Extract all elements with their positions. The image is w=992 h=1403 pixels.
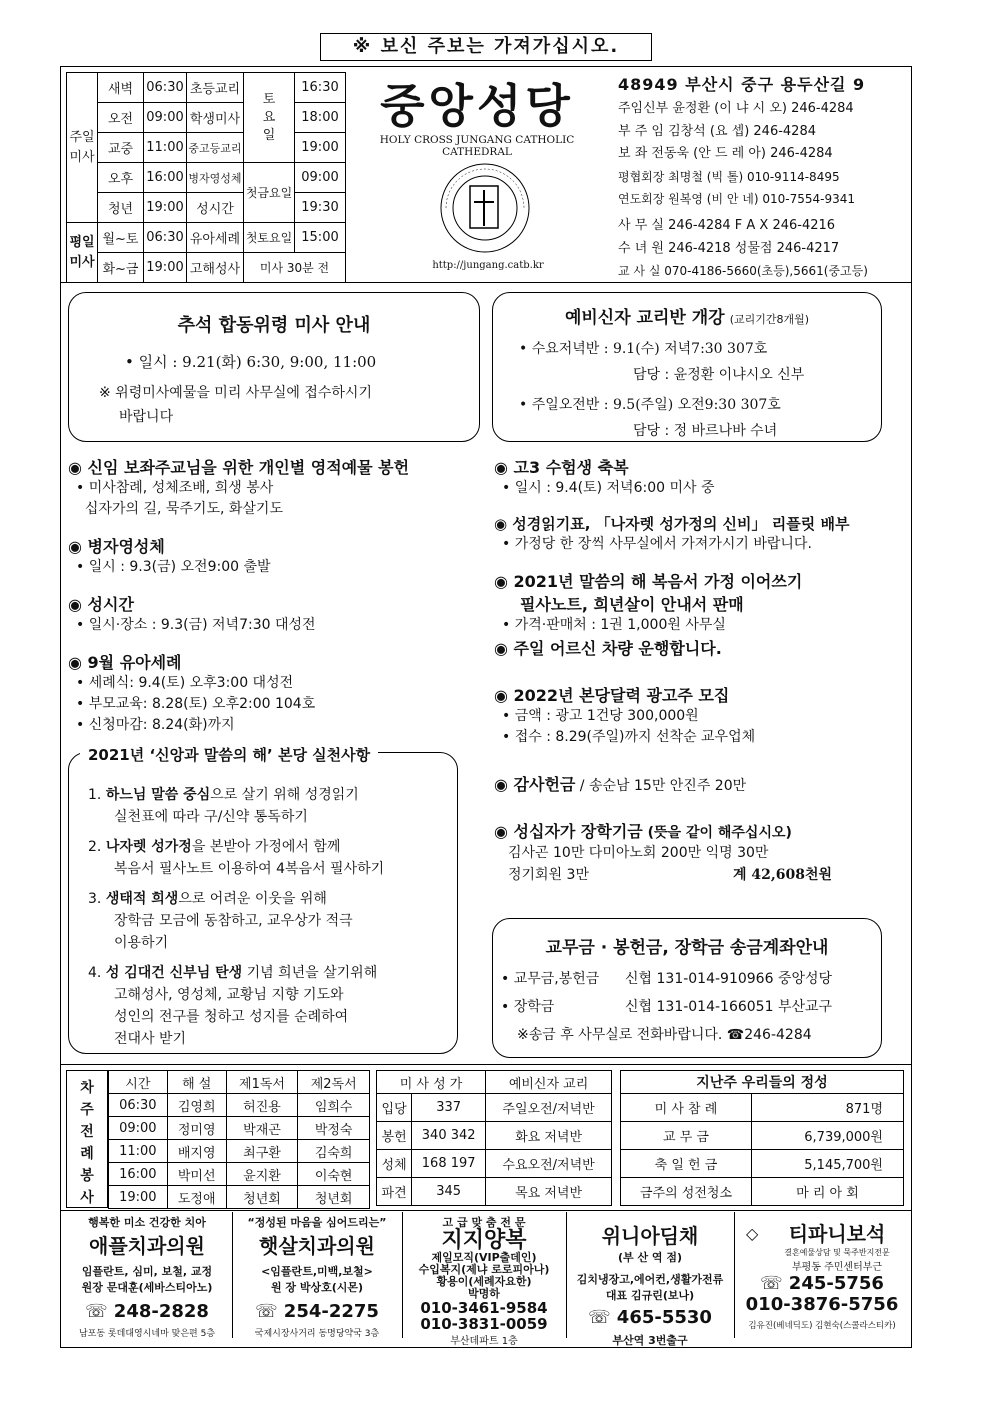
take-home-banner: ※ 보신 주보는 가져가십시오. bbox=[320, 33, 652, 61]
thanks-title: ◉ 감사헌금 bbox=[494, 775, 576, 794]
notice-title: ◉ 주일 어르신 차량 운행합니다. bbox=[494, 639, 722, 658]
church-name-english: HOLY CROSS JUNGANG CATHOLIC CATHEDRAL bbox=[379, 134, 575, 158]
notice-title: ◉ 신임 보좌주교님을 위한 개인별 영적예물 봉헌 bbox=[68, 458, 410, 477]
ad-sunshine-dental: “정성된 마음을 심어드리는” 햇살치과의원 <임플란트,미백,보철> 원 장 박상호(시몬) ☏ 254-2275 국제시장사거리 동명당약국 3층 bbox=[234, 1214, 400, 1338]
bank-line: • 장학금 신협 131-014-166051 부산교구 bbox=[501, 999, 833, 1015]
catechumen-title: 예비신자 교리반 개강 bbox=[564, 308, 725, 328]
teacher-phone: 교 사 실 070-4186-5660(초등),5661(중고등) bbox=[618, 264, 868, 278]
notice-title: ◉ 성경읽기표, 「나자렛 성가정의 신비」 리플릿 배부 bbox=[494, 515, 850, 533]
clergy-list bbox=[618, 98, 908, 211]
notice-line: 십자가의 길, 묵주기도, 화살기도 bbox=[76, 501, 283, 517]
mass-name: 월~토 bbox=[98, 223, 144, 253]
practice-item-cont: 장학금 모금에 동참하고, 교우상가 적극 bbox=[114, 913, 353, 929]
bank-title: 교무금 · 봉헌금, 장학금 송금계좌안내 bbox=[545, 938, 829, 958]
confession-note: 미사 30분 전 bbox=[244, 253, 346, 283]
liturgy-roster bbox=[108, 1070, 370, 1209]
left-notices bbox=[68, 455, 488, 736]
wed-class: • 수요저녁반 : 9.1(수) 저녁7:30 307호 bbox=[519, 341, 768, 357]
notice-title: ◉ 성시간 bbox=[68, 595, 134, 614]
church-url: http://jungang.catb.kr bbox=[432, 260, 544, 271]
ad-winia-dimchae: 위니아딤채 (부 산 역 점) 김치냉장고,에어컨,생활가전류 대표 김규린(보나) ☏ 465-5530 부산역 3번출구 bbox=[568, 1214, 732, 1338]
mass-time: 11:00 bbox=[144, 133, 187, 163]
mass-event: 유아세례 bbox=[187, 223, 244, 253]
mass-time: 16:00 bbox=[144, 163, 187, 193]
catechism-header: 예비신자 교리 bbox=[486, 1071, 612, 1094]
mass-hymns-table bbox=[376, 1070, 612, 1206]
practice-item-cont: 성인의 전구를 청하고 성지를 순례하여 bbox=[114, 1009, 349, 1025]
sun-class: • 주일오전반 : 9.5(주일) 오전9:30 307호 bbox=[519, 397, 781, 413]
catechumen-box bbox=[492, 292, 882, 442]
notice-title-cont: 필사노트, 희년살이 안내서 판매 bbox=[520, 595, 744, 614]
sunday-mass-label: 주일 미사 bbox=[67, 73, 98, 223]
notice-line: • 금액 : 광고 1건당 300,000원 bbox=[502, 708, 699, 724]
bank-account-box bbox=[492, 918, 882, 1058]
mass-name: 오후 bbox=[98, 163, 144, 193]
table-row: 축 일 헌 금 5,145,700원 bbox=[621, 1150, 904, 1178]
chuseok-mass-box bbox=[68, 292, 480, 442]
ad-tiffany-jewelry: ◇ 티파니보석 결혼예물상담 및 묵주반지전문 부평동 주민센터부근 ☏ 245-5756 010-3876-5756 김유진(베네딕도) 김현숙(스콜라스티카) bbox=[736, 1214, 908, 1338]
bottom-divider bbox=[60, 1064, 912, 1065]
ads-divider bbox=[60, 1210, 912, 1211]
event-time: 19:00 bbox=[295, 133, 346, 163]
mass-time: 19:00 bbox=[144, 253, 187, 283]
notice-title: ◉ 9월 유아세례 bbox=[68, 653, 182, 672]
practice-item-cont: 복음서 필사노트 이용하여 4복음서 필사하기 bbox=[114, 861, 385, 877]
ad-apple-dental: 행복한 미소 건강한 치아 애플치과의원 임플란트, 심미, 보철, 교정 원장 문대훈(세바스티아노) ☏ 248-2828 남포동 롯데대영시네마 맞은편 5층 bbox=[64, 1214, 230, 1338]
ad-divider bbox=[232, 1212, 233, 1338]
notice-line: • 일시 : 9.3(금) 오전9:00 출발 bbox=[76, 559, 271, 575]
church-address: 48949 부산시 중구 용두산길 9 bbox=[618, 75, 866, 94]
office-phone: 사 무 실 246-4284 F A X 246-4216 bbox=[618, 218, 836, 233]
office-contacts bbox=[618, 214, 908, 283]
clergy-line: 보 좌 전동욱 (안 드 레 아) 246-4284 bbox=[618, 146, 833, 161]
mass-time: 19:00 bbox=[144, 193, 187, 223]
ad-phone: 010-3876-5756 bbox=[745, 1294, 899, 1315]
ad-divider bbox=[566, 1212, 567, 1338]
practice-item: 3. 생태적 희생으로 어려운 이웃을 위해 bbox=[88, 891, 327, 907]
event-time: 19:30 bbox=[295, 193, 346, 223]
table-row: 09:00 정미영 박재곤 박정숙 bbox=[109, 1117, 370, 1140]
ad-phone: ☏ 465-5530 bbox=[588, 1307, 712, 1328]
mass-time: 06:30 bbox=[144, 223, 187, 253]
church-seal-logo bbox=[430, 158, 540, 258]
thanks-list: / 송순남 15만 안진주 20만 bbox=[575, 778, 747, 794]
event-time: 09:00 bbox=[295, 163, 346, 193]
table-row: 교 무 금 6,739,000원 bbox=[621, 1122, 904, 1150]
notice-line: • 부모교육: 8.28(토) 오후2:00 104호 bbox=[76, 696, 316, 712]
clergy-line: 부 주 임 김창석 (요 셉) 246-4284 bbox=[618, 123, 816, 139]
notice-title: ◉ 병자영성체 bbox=[68, 537, 165, 556]
ad-phone: ☏ 248-2828 bbox=[85, 1301, 209, 1322]
table-row: 금주의 성전청소 마 리 아 회 bbox=[621, 1178, 904, 1206]
ad-divider bbox=[402, 1212, 403, 1338]
ad-jiji-tailor: 고 급 맞 춤 전 문 지지양복 제일모직(VIP출데인) 수입복지(제냐 로로피아나) 황용이(세례자요한) 박명하 010-3461-9584 010-3831-0059 부산데파트 1층 bbox=[404, 1214, 564, 1338]
notice-title: ◉ 고3 수험생 축복 bbox=[494, 458, 629, 477]
sun-class-leader: 담당 : 정 바르나바 수녀 bbox=[633, 423, 778, 439]
mass-schedule bbox=[66, 72, 346, 283]
event-time: 16:30 bbox=[295, 73, 346, 103]
ad-phone: 010-3461-9584 bbox=[420, 1299, 548, 1317]
table-row: 봉헌 340 342 화요 저녁반 bbox=[377, 1122, 612, 1150]
notice-title: ◉ 2021년 말씀의 해 복음서 가정 이어쓰기 bbox=[494, 572, 803, 591]
table-row: 성체 168 197 수요오전/저녁반 bbox=[377, 1150, 612, 1178]
devotion-title: 지난주 우리들의 정성 bbox=[621, 1071, 904, 1094]
devotion-table bbox=[620, 1070, 904, 1206]
first-saturday-label: 첫토요일 bbox=[244, 223, 295, 253]
clergy-line: 주임신부 윤정환 (이 냐 시 오) 246-4284 bbox=[618, 101, 854, 116]
roster-header: 시간 bbox=[109, 1071, 168, 1094]
scholarship-total: 계 42,608천원 bbox=[733, 867, 833, 883]
church-name: 중앙성당 bbox=[380, 79, 574, 133]
mass-event: 학생미사 bbox=[187, 103, 244, 133]
mass-name: 청년 bbox=[98, 193, 144, 223]
convent-phone: 수 녀 원 246-4218 성물점 246-4217 bbox=[618, 241, 840, 256]
clergy-line: 연도회장 원복영 (비 안 네) 010-7554-9341 bbox=[618, 192, 855, 206]
mass-time: 09:00 bbox=[144, 103, 187, 133]
mass-time: 06:30 bbox=[144, 73, 187, 103]
mass-event: 초등교리 bbox=[187, 73, 244, 103]
hymns-header: 미 사 성 가 bbox=[377, 1071, 486, 1094]
roster-header: 해 설 bbox=[167, 1071, 226, 1094]
header-divider bbox=[60, 282, 912, 283]
practice-item-cont: 전대사 받기 bbox=[114, 1031, 187, 1047]
table-row: 19:00 도정애 청년회 청년회 bbox=[109, 1186, 370, 1209]
scholarship-title: ◉ 성십자가 장학기금 bbox=[494, 822, 643, 841]
notice-title: ◉ 2022년 본당달력 광고주 모집 bbox=[494, 686, 730, 705]
mass-event: 성시간 bbox=[187, 193, 244, 223]
table-row: 16:00 박미선 윤지환 이숙현 bbox=[109, 1163, 370, 1186]
wed-class-leader: 담당 : 윤정환 이냐시오 신부 bbox=[633, 367, 805, 383]
mass-name: 교중 bbox=[98, 133, 144, 163]
mass-name: 오전 bbox=[98, 103, 144, 133]
roster-header: 제1독서 bbox=[226, 1071, 298, 1094]
scholarship-donors: 김사곤 10만 다미아노회 200만 익명 30만 bbox=[508, 845, 769, 861]
ad-phone: ☏ 254-2275 bbox=[255, 1301, 379, 1322]
practice-item: 4. 성 김대건 신부님 탄생 기념 희년을 살기위해 bbox=[88, 965, 378, 981]
notice-line: • 일시 : 9.4(토) 저녁6:00 미사 중 bbox=[502, 480, 715, 496]
notice-line: • 일시·장소 : 9.3(금) 저녁7:30 대성전 bbox=[76, 617, 316, 633]
mass-event: 고해성사 bbox=[187, 253, 244, 283]
notice-line: • 가격·판매처 : 1권 1,000원 사무실 bbox=[502, 617, 726, 633]
practice-item: 2. 나자렛 성가정을 본받아 가정에서 함께 bbox=[88, 839, 341, 855]
mass-name: 화~금 bbox=[98, 253, 144, 283]
mass-name: 새벽 bbox=[98, 73, 144, 103]
event-time: 18:00 bbox=[295, 103, 346, 133]
practice-item: 1. 하느님 말씀 중심으로 살기 위해 성경읽기 bbox=[88, 787, 359, 803]
ad-divider bbox=[734, 1212, 735, 1338]
scholarship-regular: 정기회원 3만 계 42,608천원 bbox=[508, 864, 904, 886]
practice-item-cont: 이용하기 bbox=[114, 935, 169, 951]
notice-line: • 신청마감: 8.24(화)까지 bbox=[76, 717, 235, 733]
clergy-line: 평협회장 최명철 (빅 톨) 010-9114-8495 bbox=[618, 169, 840, 184]
roster-header: 제2독서 bbox=[298, 1071, 370, 1094]
ad-phone: ☏ 245-5756 bbox=[760, 1273, 884, 1294]
mass-event: 병자영성체 bbox=[187, 163, 244, 193]
table-row: 입당 337 주일오전/저녁반 bbox=[377, 1094, 612, 1122]
first-friday-label: 첫금요일 bbox=[244, 163, 295, 223]
saturday-label: 토 요 일 bbox=[244, 73, 295, 163]
bank-line: • 교무금,봉헌금 신협 131-014-910966 중앙성당 bbox=[501, 971, 833, 987]
table-row: 미 사 참 례 871명 bbox=[621, 1094, 904, 1122]
notice-line: • 세례식: 9.4(토) 오후3:00 대성전 bbox=[76, 675, 294, 691]
weekday-mass-label: 평일 미사 bbox=[67, 223, 98, 283]
notice-line: • 미사참례, 성체조배, 희생 봉사 bbox=[76, 480, 274, 496]
scholarship-subtitle: (뜻을 같이 해주십시오) bbox=[642, 825, 792, 841]
ad-phone: 010-3831-0059 bbox=[420, 1315, 548, 1333]
chuseok-note-cont: 바랍니다 bbox=[119, 409, 174, 425]
event-time: 15:00 bbox=[295, 223, 346, 253]
liturgy-roster-label: 차 주 전 례 봉 사 bbox=[66, 1070, 108, 1208]
mass-event: 중고등교리 bbox=[187, 133, 244, 163]
right-notices bbox=[494, 455, 904, 886]
diamond-icon: ◇ bbox=[746, 1224, 759, 1243]
chuseok-time: • 일시 : 9.21(화) 6:30, 9:00, 11:00 bbox=[125, 353, 377, 371]
table-row: 11:00 배지영 최구환 김숙희 bbox=[109, 1140, 370, 1163]
bank-note: ※송금 후 사무실로 전화바랍니다. ☎246-4284 bbox=[517, 1027, 812, 1043]
practice-item-cont: 실천표에 따라 구/신약 통독하기 bbox=[114, 809, 308, 825]
notice-line: • 접수 : 8.29(주일)까지 선착순 교우업체 bbox=[502, 729, 756, 745]
chuseok-title: 추석 합동위령 미사 안내 bbox=[177, 315, 371, 336]
table-row: 06:30 김영희 허진용 임희수 bbox=[109, 1094, 370, 1117]
practice-title: 2021년 ‘신앙과 말씀의 해’ 본당 실천사항 bbox=[80, 744, 378, 765]
table-row: 파견 345 목요 저녁반 bbox=[377, 1178, 612, 1206]
practice-list bbox=[88, 784, 448, 1050]
practice-item-cont: 고해성사, 영성체, 교황님 지향 기도와 bbox=[114, 987, 344, 1003]
chuseok-note: ※ 위령미사예물을 미리 사무실에 접수하시기 bbox=[99, 385, 372, 401]
notice-line: • 가정당 한 장씩 사무실에서 가져가시기 바랍니다. bbox=[502, 536, 812, 552]
catechumen-period: (교리기간8개월) bbox=[729, 313, 810, 326]
